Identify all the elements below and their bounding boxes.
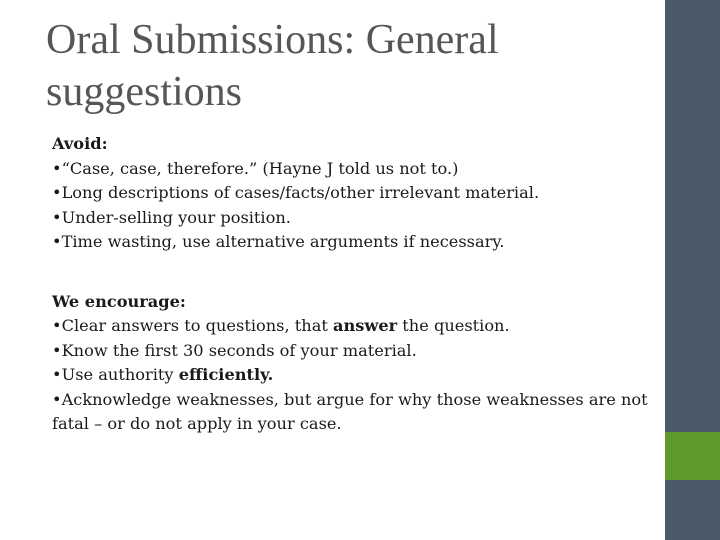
encourage-item-text: Acknowledge weaknesses, but argue for why those weaknesses are not fatal – or do not apply in your case.	[52, 389, 648, 433]
bullet: •	[52, 232, 62, 251]
bullet: •	[52, 389, 62, 409]
avoid-item-text: Time wasting, use alternative arguments if necessary.	[61, 232, 505, 251]
bullet: •	[52, 207, 62, 227]
avoid-heading: Avoid:	[52, 134, 108, 153]
avoid-item-1	[52, 157, 652, 182]
avoid-item-4	[52, 230, 652, 255]
avoid-item-text: Under-selling your position.	[61, 207, 291, 227]
sidebar-accent-block	[665, 432, 720, 480]
emphasis-text: efficiently.	[178, 365, 274, 384]
slide-title: Oral Submissions: General suggestions	[46, 17, 499, 115]
avoid-item-2	[52, 181, 652, 206]
avoid-item-text: Long descriptions of cases/facts/other irrelevant material.	[61, 183, 540, 202]
encourage-item-text: Know the first 30 seconds of your material.	[61, 340, 417, 360]
avoid-item-3	[52, 206, 652, 231]
encourage-item-4	[52, 388, 652, 437]
section-spacer	[52, 255, 652, 290]
emphasis-text: answer	[333, 316, 398, 335]
encourage-heading: We encourage:	[52, 291, 186, 311]
bullet: •	[52, 316, 62, 335]
encourage-item-2	[52, 339, 652, 364]
avoid-item-text: “Case, case, therefore.” (Hayne J told us not to.)	[61, 158, 459, 178]
slide-body	[52, 132, 652, 437]
encourage-item-text: the question.	[397, 316, 510, 335]
bullet: •	[52, 365, 62, 384]
encourage-item-text: Use authority	[61, 365, 179, 384]
encourage-item-3	[52, 363, 652, 388]
encourage-item-1	[52, 314, 652, 339]
bullet: •	[52, 158, 62, 178]
bullet: •	[52, 183, 62, 202]
bullet: •	[52, 340, 62, 360]
encourage-item-text: Clear answers to questions, that	[61, 316, 334, 335]
